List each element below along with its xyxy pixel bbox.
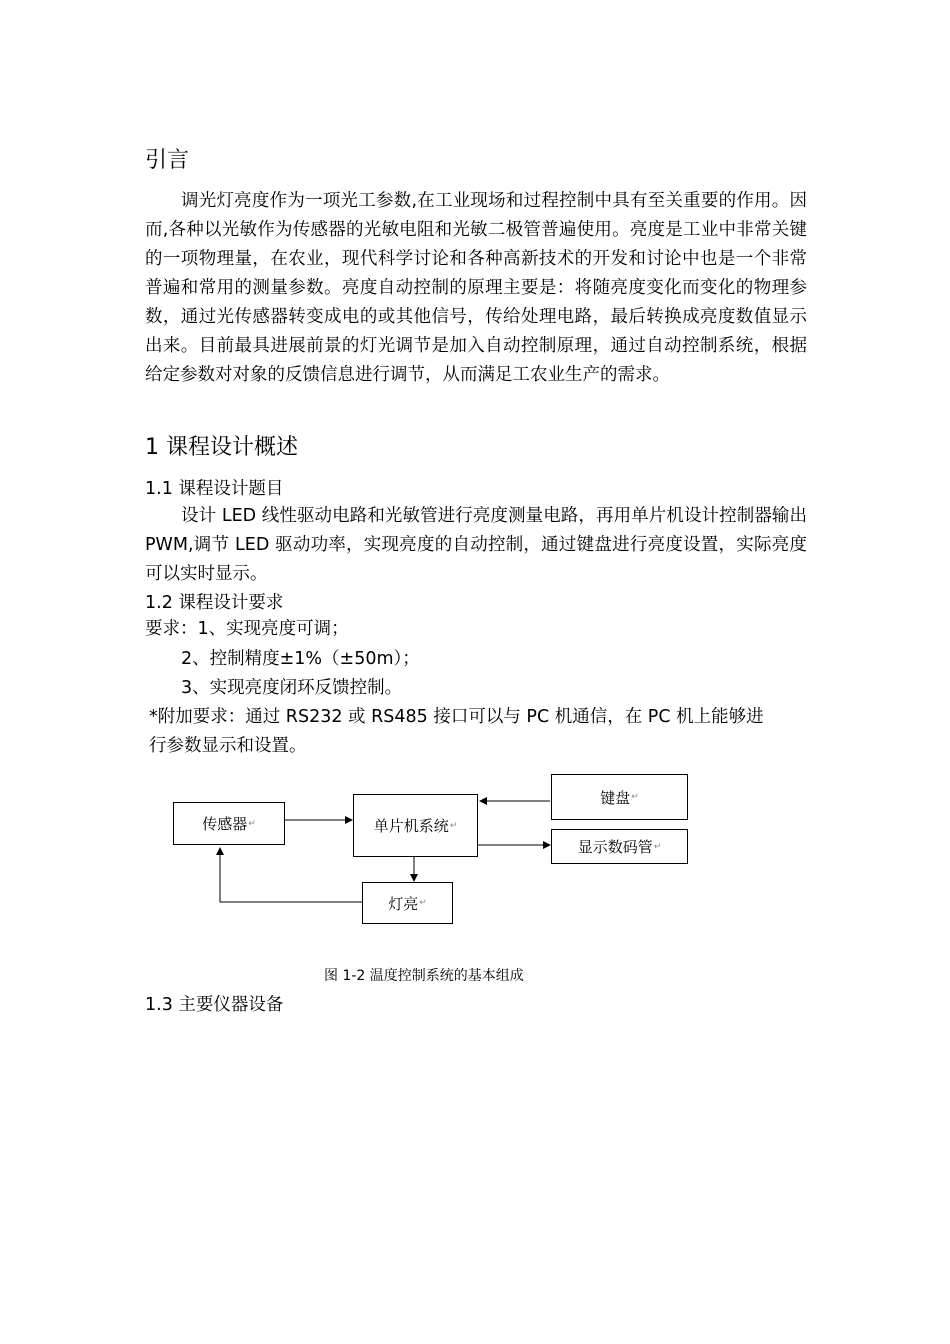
arrow-lamp-to-sensor <box>220 848 362 902</box>
display-box <box>551 829 688 864</box>
figure-caption: 图 1-2 温度控制系统的基本组成 <box>324 968 524 984</box>
sensor-box <box>173 802 285 845</box>
extra-requirement-line-1: *附加要求：通过 RS232 或 RS485 接口可以与 PC 机通信，在 PC 机上能够进 <box>149 707 764 727</box>
mcu-box <box>353 794 478 857</box>
section-1-heading: 1 课程设计概述 <box>145 435 298 460</box>
return-mark: ↵ <box>653 841 662 852</box>
return-mark: ↵ <box>631 792 639 802</box>
extra-requirement-line-2: 行参数显示和设置。 <box>149 736 307 756</box>
section-1-1-paragraph: 设计 LED 线性驱动电路和光敏管进行亮度测量电路，再用单片机设计控制器输出 PWM,调节 LED 驱动功率，实现亮度的自动控制，通过键盘进行亮度设置，实际亮度可以实时显示。 <box>145 506 807 584</box>
requirement-line-3: 3、实现亮度闭环反馈控制。 <box>181 678 403 698</box>
return-mark: ↵ <box>248 818 256 829</box>
intro-heading: 引言 <box>145 148 190 173</box>
requirement-line-1: 要求：1、实现亮度可调； <box>145 619 349 639</box>
section-1-1-heading: 1.1 课程设计题目 <box>145 479 284 499</box>
section-1-2-heading: 1.2 课程设计要求 <box>145 593 284 613</box>
mcu-label: 单片机系统 <box>373 817 449 835</box>
intro-paragraph: 调光灯亮度作为一项光工参数,在工业现场和过程控制中具有至关重要的作用。因而,各种以光敏作为传感器的光敏电阻和光敏二极管普遍使用。亮度是工业中非常关键的一项物理量，在农业，现代科学讨论和各种高新技术的开发和讨论中也是一个非常普遍和常用的测量参数。亮度自动控制的原理主要是：将随亮度变化而变化的物理参数，通过光传感器转变成电的或其他信号，传给处理电路，最后转换成亮度数值显示出来。目前最具进展前景的灯光调节是加入自动控制原理，通过自动控制系统，根据给定参数对对象的反馈信息进行调节，从而满足工农业生产的需求。 <box>145 191 807 385</box>
keyboard-box <box>551 774 688 820</box>
section-1-3-heading: 1.3 主要仪器设备 <box>145 995 284 1015</box>
lamp-box <box>362 882 453 924</box>
return-mark: ↵ <box>449 820 458 831</box>
lamp-label: 灯亮 <box>388 894 419 913</box>
requirement-line-2: 2、控制精度±1%（±50m）； <box>181 649 420 669</box>
sensor-label: 传感器 <box>202 815 248 833</box>
keyboard-label: 键盘 <box>600 788 631 807</box>
display-label: 显示数码管 <box>577 838 653 856</box>
return-mark: ↵ <box>419 898 427 908</box>
